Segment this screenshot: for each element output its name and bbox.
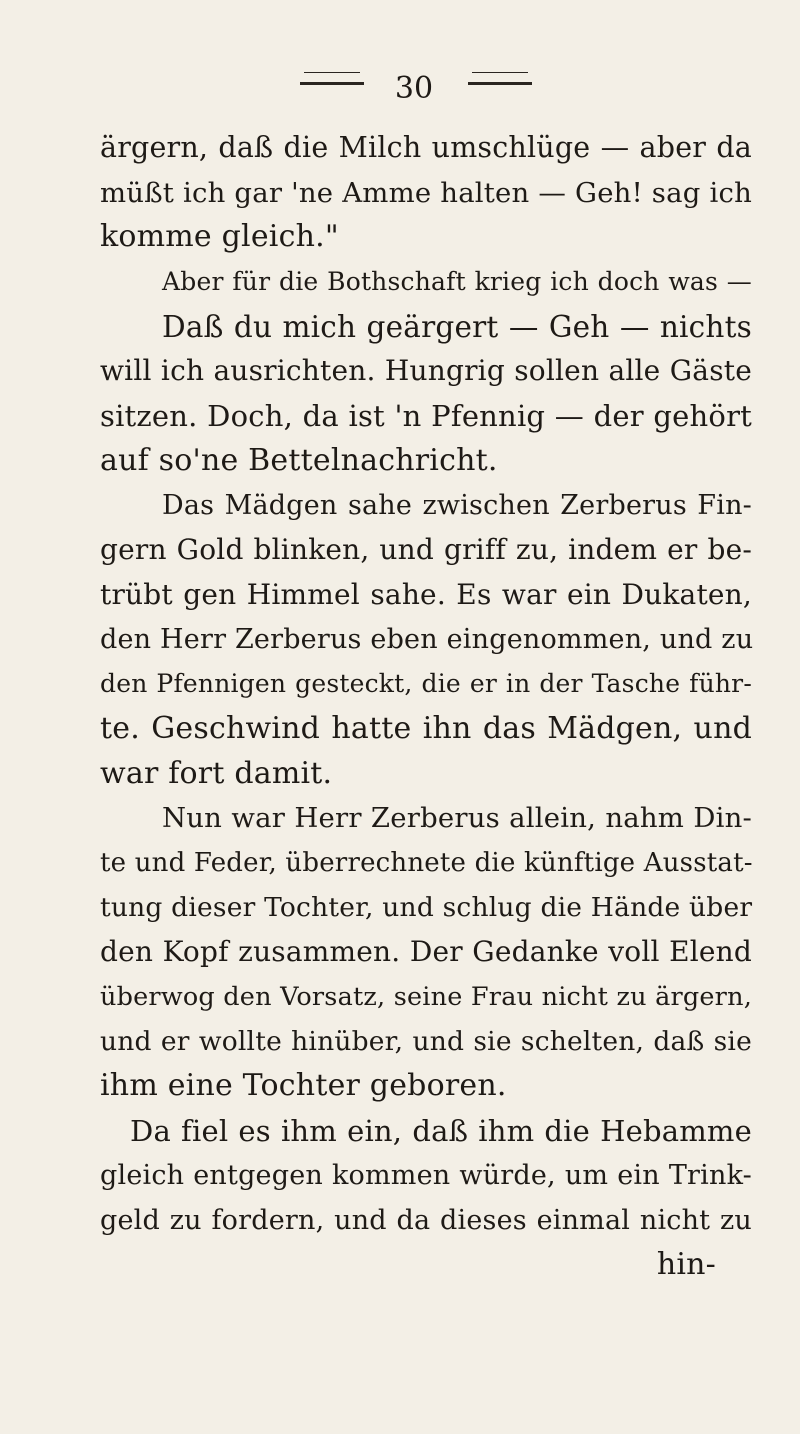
text-line: Aber für die Bothschaft krieg ich doch was — [162,267,752,297]
header-rule-right-bottom [468,82,532,85]
text-line: sitzen. Doch, da ist 'n Pfennig — der gehört [100,399,752,434]
text-line: gleich entgegen kommen würde, um ein Trink- [100,1159,752,1191]
text-line: te. Geschwind hatte ihn das Mädgen, und [100,710,752,746]
header-rule-right-top [472,72,528,73]
text-line: ärgern, daß die Milch umschlüge — aber da [100,131,752,164]
header-rule-left-bottom [300,82,364,85]
text-line: te und Feder, überrechnete die künftige Ausstat- [100,848,753,878]
text-line: Das Mädgen sahe zwischen Zerberus Fin- [162,489,752,521]
page-number: 30 [394,71,434,106]
text-line: war fort damit. [100,755,333,791]
text-line: Daß du mich geärgert — Geh — nichts [162,309,752,344]
text-line: Da fiel es ihm ein, daß ihm die Hebamme [130,1114,752,1149]
text-line: den Herr Zerberus eben eingenommen, und zu [100,623,754,655]
text-line: trübt gen Himmel sahe. Es war ein Dukaten, [100,577,752,611]
text-line: Nun war Herr Zerberus allein, nahm Din- [162,802,752,835]
body-text [100,126,752,1288]
text-line: ihm eine Tochter geboren. [100,1068,507,1104]
text-line: müßt ich gar 'ne Amme halten — Geh! sag ich [100,176,752,209]
text-line: will ich ausrichten. Hungrig sollen alle Gäste [100,354,752,388]
text-line: auf so'ne Bettelnachricht. [100,442,498,478]
text-line: geld zu fordern, und da dieses einmal nicht zu [100,1204,752,1236]
text-line: den Pfennigen gesteckt, die er in der Tasche führ- [100,669,752,699]
text-line: überwog den Vorsatz, seine Frau nicht zu ärgern, [100,982,752,1013]
text-line: gern Gold blinken, und griff zu, indem er be- [100,533,752,567]
text-line: den Kopf zusammen. Der Gedanke voll Elend [100,935,752,969]
text-line: komme gleich." [100,219,339,255]
header-rule-left-top [304,72,360,73]
text-line: und er wollte hinüber, und sie schelten, daß sie [100,1025,752,1057]
text-line: tung dieser Tochter, und schlug die Hände über [100,891,753,923]
catchword: hin- [656,1247,716,1283]
